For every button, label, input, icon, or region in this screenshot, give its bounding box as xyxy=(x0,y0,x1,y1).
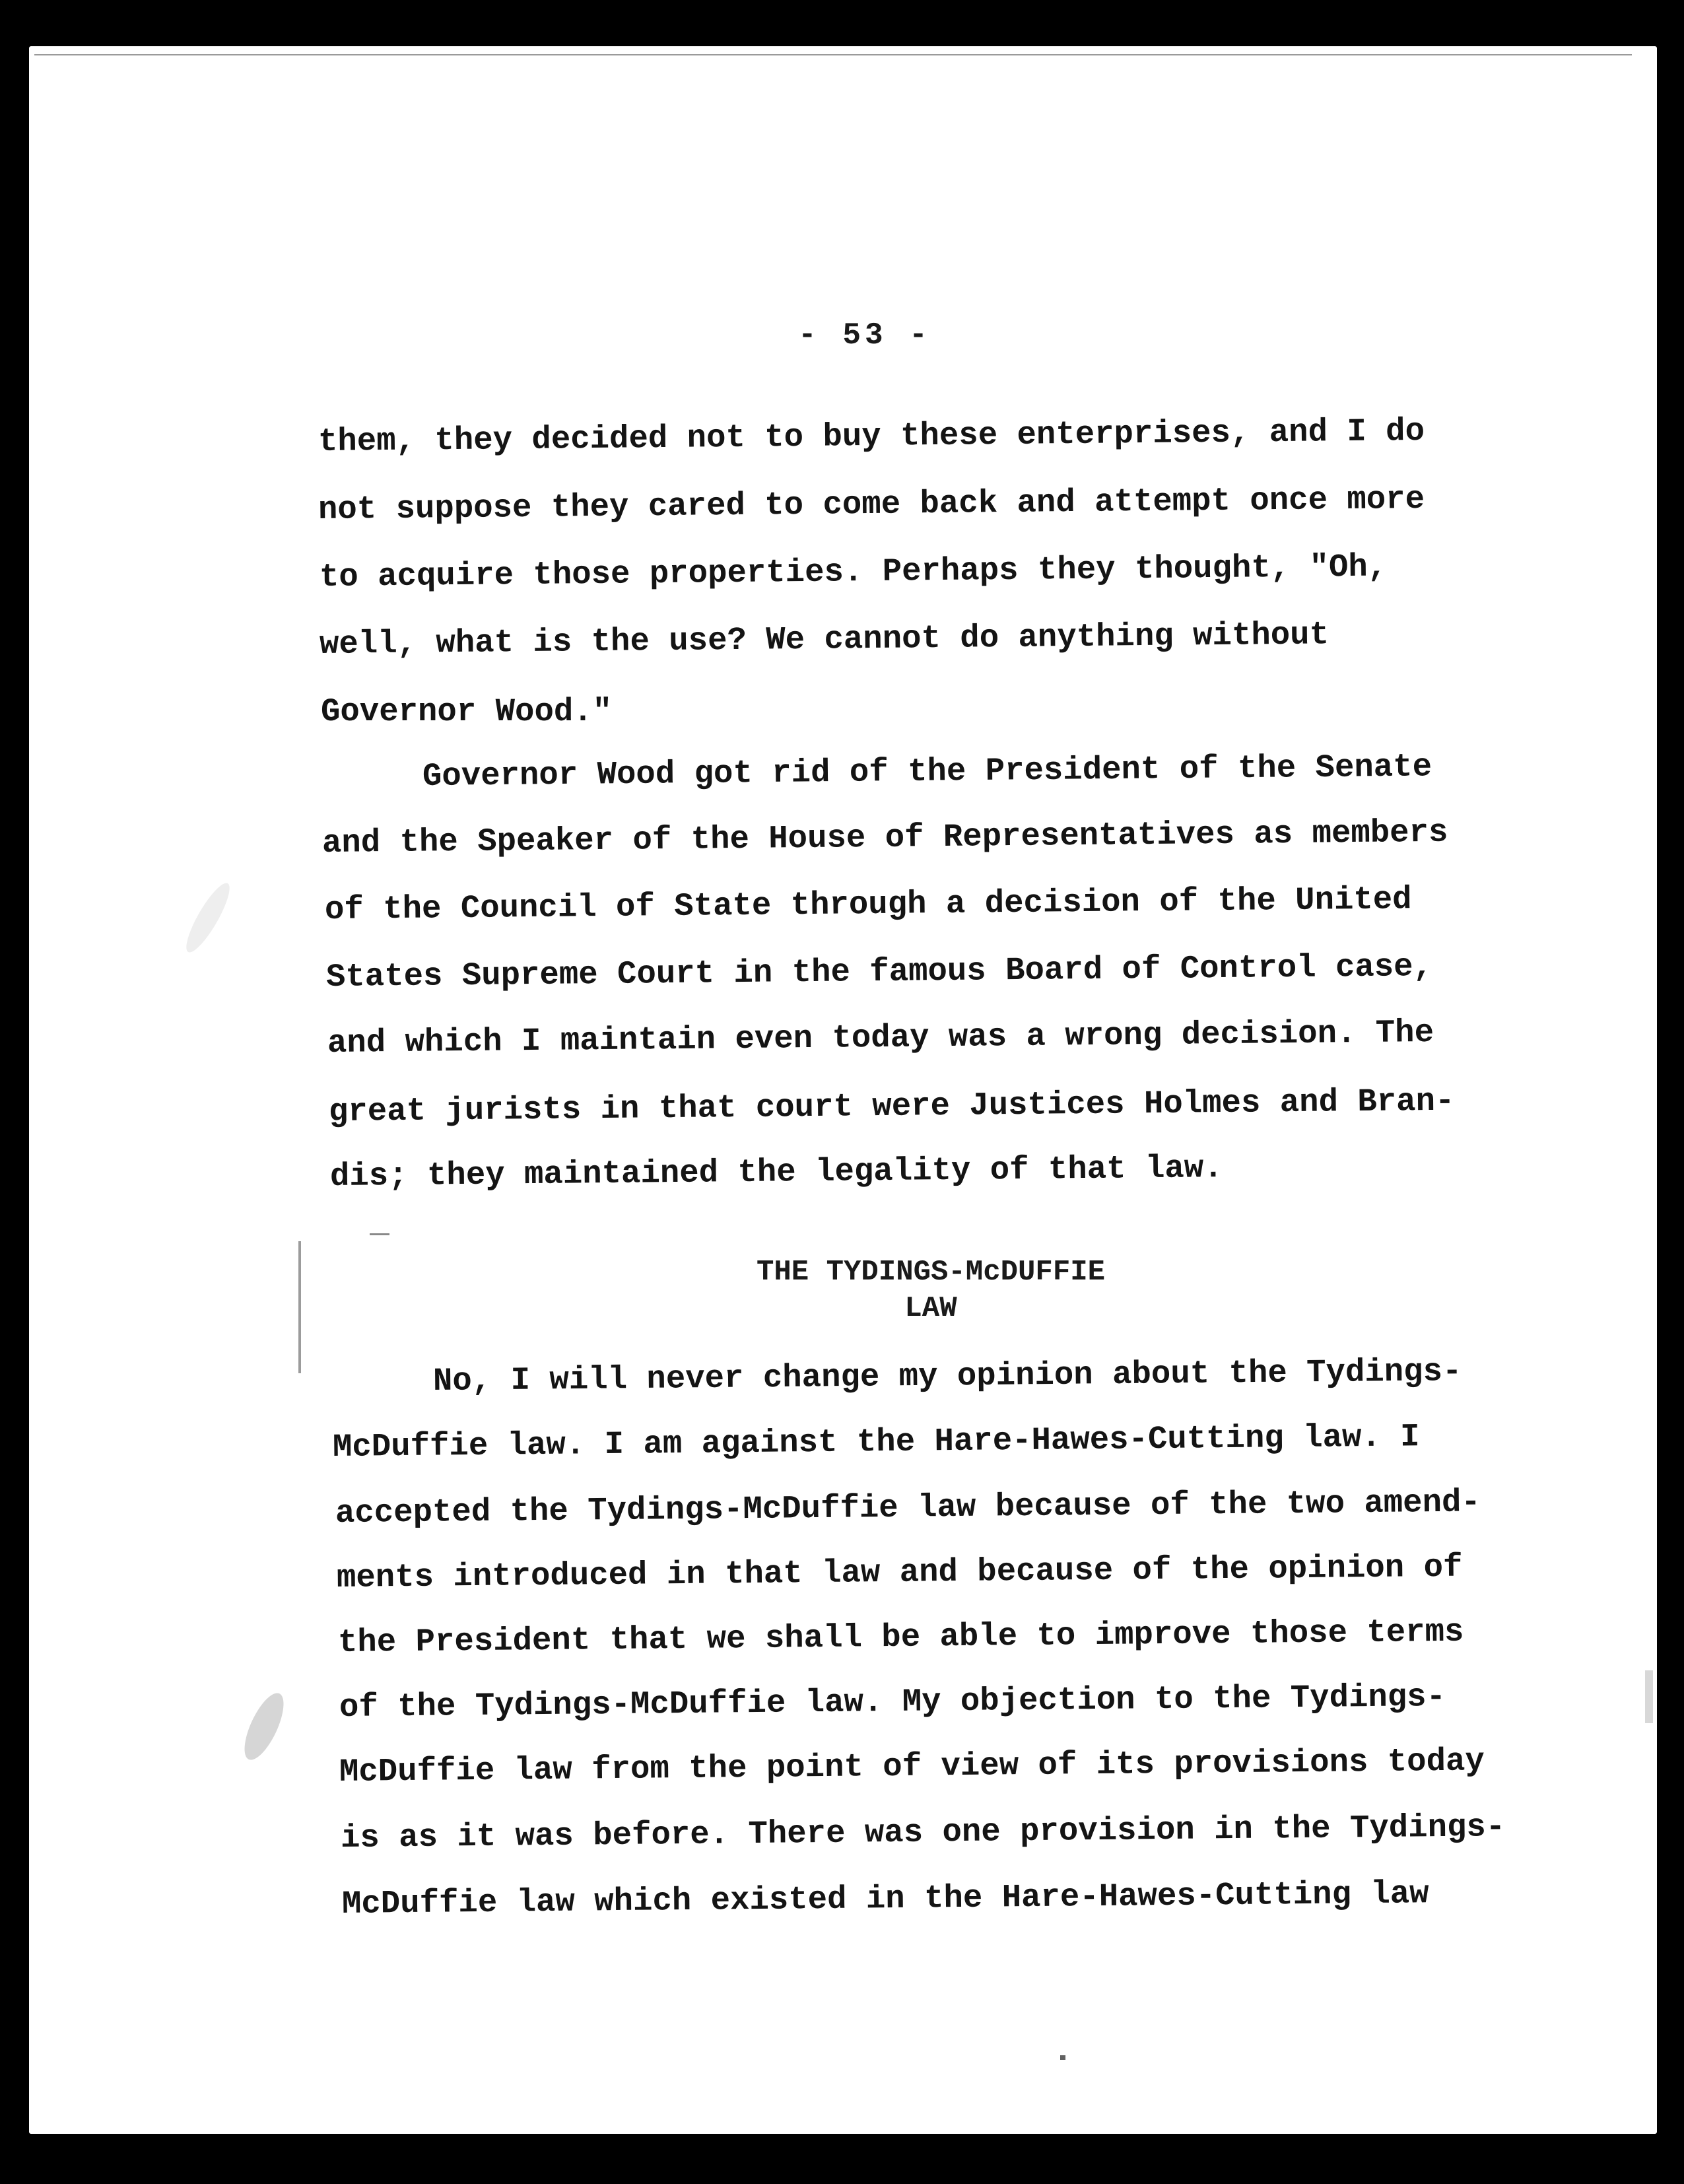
text-line: of the Tydings-McDuffie law. My objection to the Tydings- xyxy=(339,1678,1446,1726)
text-line: well, what is the use? We cannot do anything without xyxy=(319,616,1330,663)
text-line: Governor Wood got rid of the President of the Senate xyxy=(422,748,1432,795)
dust-mark xyxy=(1060,2055,1065,2060)
text-line: and the Speaker of the House of Representatives as members xyxy=(321,813,1448,862)
paper-tab xyxy=(1645,1670,1653,1723)
margin-mark xyxy=(370,1233,389,1235)
text-line: No, I will never change my opinion about the Tydings- xyxy=(432,1353,1462,1400)
text-line: great jurists in that court were Justices Holmes and Bran- xyxy=(328,1082,1455,1130)
text-line: McDuffie law which existed in the Hare-Hawes-Cutting law xyxy=(341,1875,1429,1923)
paper-top-edge xyxy=(34,54,1632,55)
text-line: the President that we shall be able to improve those terms xyxy=(337,1613,1464,1661)
text-line: McDuffie law from the point of view of its provisions today xyxy=(339,1742,1485,1791)
page-number: - 53 - xyxy=(798,318,931,353)
text-line: States Supreme Court in the famous Board of Control case, xyxy=(325,947,1433,996)
text-line: of the Council of State through a decision of the United xyxy=(324,881,1412,928)
text-line: McDuffie law. I am against the Hare-Hawes-Cutting law. I xyxy=(332,1418,1420,1466)
text-line: and which I maintain even today was a wrong decision. The xyxy=(327,1013,1434,1062)
text-line: dis; they maintained the legality of that law. xyxy=(329,1149,1223,1195)
section-heading-line2: LAW xyxy=(904,1292,957,1325)
text-line: them, they decided not to buy these enterprises, and I do xyxy=(318,412,1425,460)
text-line: is as it was before. There was one provision in the Tydings- xyxy=(340,1808,1506,1857)
text-line: not suppose they cared to come back and attempt once more xyxy=(318,480,1425,528)
text-line: ments introduced in that law and because of the opinion of xyxy=(336,1548,1463,1596)
section-heading-line1: THE TYDINGS-McDUFFIE xyxy=(756,1256,1106,1289)
text-line: to acquire those properties. Perhaps they thought, "Oh, xyxy=(319,548,1388,596)
margin-mark xyxy=(298,1241,301,1373)
text-line: Governor Wood." xyxy=(321,693,613,730)
text-line: accepted the Tydings-McDuffie law because of the two amend- xyxy=(335,1484,1481,1532)
